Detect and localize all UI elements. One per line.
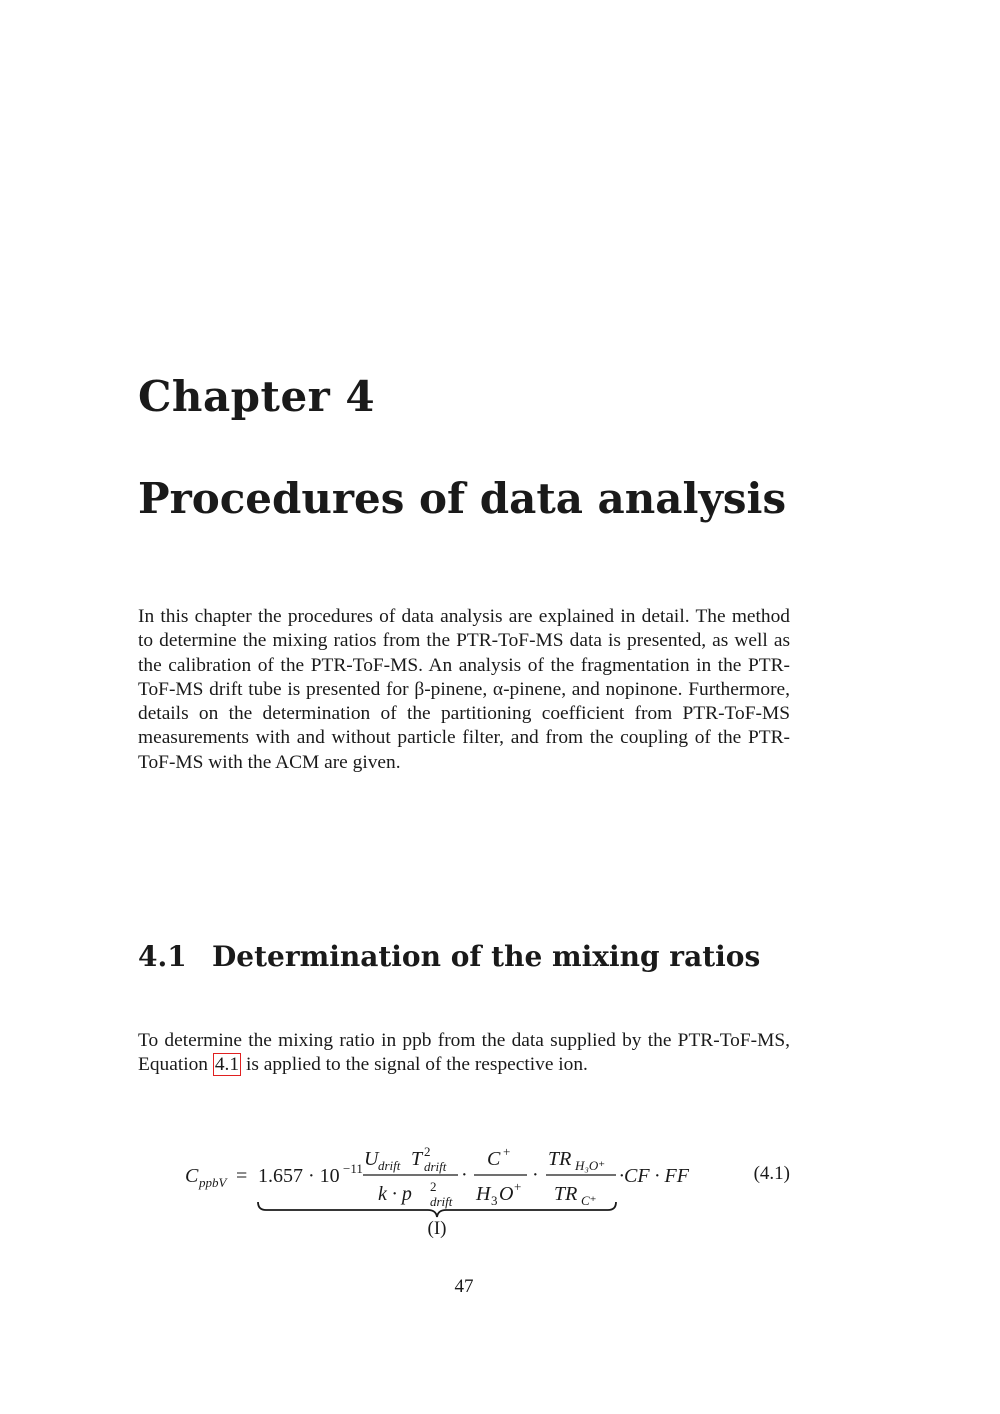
equation-graphic xyxy=(0,1140,1000,1250)
chapter-label: Chapter 4 xyxy=(138,372,376,421)
eq-coefficient: 1.657 · 10 xyxy=(258,1165,340,1187)
eq-frac1-num-t-sup: 2 xyxy=(424,1144,431,1159)
eq-frac1-num-u-sub: drift xyxy=(378,1158,401,1173)
intro-paragraph: In this chapter the procedures of data analysis are explained in detail. The method to determine the mixing ratios from the PTR-ToF-MS data is presented, as well as the calibration of the PTR-ToF-MS. An analysis of the fragmentation in the PTR-ToF-MS drift tube is presented for β-pinene, α-pinene, and nopinone. Furthermore, details on the determination of the partitioning coefficient from PTR-ToF-MS measurements with and without particle filter, and from the coupling of the PTR-ToF-MS with the ACM are given. xyxy=(138,606,790,773)
eq-frac2-num-sup: + xyxy=(503,1144,511,1159)
equation-4-1 xyxy=(0,1140,1000,1250)
eq-dot-1: · xyxy=(461,1164,468,1186)
equation-number: (4.1) xyxy=(753,1163,790,1184)
eq-frac2-den-sub: 3 xyxy=(491,1193,498,1208)
eq-frac1-num-t: T xyxy=(411,1148,423,1170)
section-heading xyxy=(138,940,760,973)
eq-exponent: −11 xyxy=(343,1161,363,1176)
eq-frac2-den-h: H xyxy=(476,1183,491,1205)
eq-brace-label: (I) xyxy=(427,1218,447,1239)
eq-frac1-den: k · p xyxy=(378,1183,412,1205)
eq-frac3-den-sub: C⁺ xyxy=(581,1193,597,1208)
eq-frac2-num: C xyxy=(487,1148,501,1170)
eq-frac2-den-o: O xyxy=(499,1183,514,1205)
eq-frac3-num-sub: H₃O⁺ xyxy=(575,1158,606,1173)
eq-equals: = xyxy=(236,1165,248,1187)
paragraph-text-end: is applied to the signal of the respective ion. xyxy=(241,1054,588,1076)
eq-frac3-num: TR xyxy=(548,1148,572,1170)
eq-frac1-num-t-sub: drift xyxy=(424,1159,447,1174)
eq-dot-2: · xyxy=(532,1164,539,1186)
section-paragraph xyxy=(138,1029,790,1078)
eq-frac1-den-sub: drift xyxy=(430,1194,453,1209)
paragraph-text-start: To determine the mixing ratio in ppb from the data supplied by the PTR-ToF-MS, Equation xyxy=(138,1030,790,1076)
page-number: 47 xyxy=(454,1276,474,1297)
eq-lhs: C xyxy=(185,1165,199,1187)
section-title: Determination of the mixing ratios xyxy=(212,940,761,973)
equation-reference-link[interactable]: 4.1 xyxy=(214,1054,240,1076)
eq-lhs-subscript: ppbV xyxy=(199,1175,227,1190)
eq-tail: ·CF · FF xyxy=(619,1165,689,1187)
chapter-title: Procedures of data analysis xyxy=(138,474,787,523)
eq-frac3-den: TR xyxy=(554,1183,578,1205)
eq-frac2-den-sup: + xyxy=(514,1179,522,1194)
eq-frac1-num-u: U xyxy=(364,1148,379,1170)
eq-frac1-den-sup: 2 xyxy=(430,1179,437,1194)
section-number: 4.1 xyxy=(138,940,187,973)
